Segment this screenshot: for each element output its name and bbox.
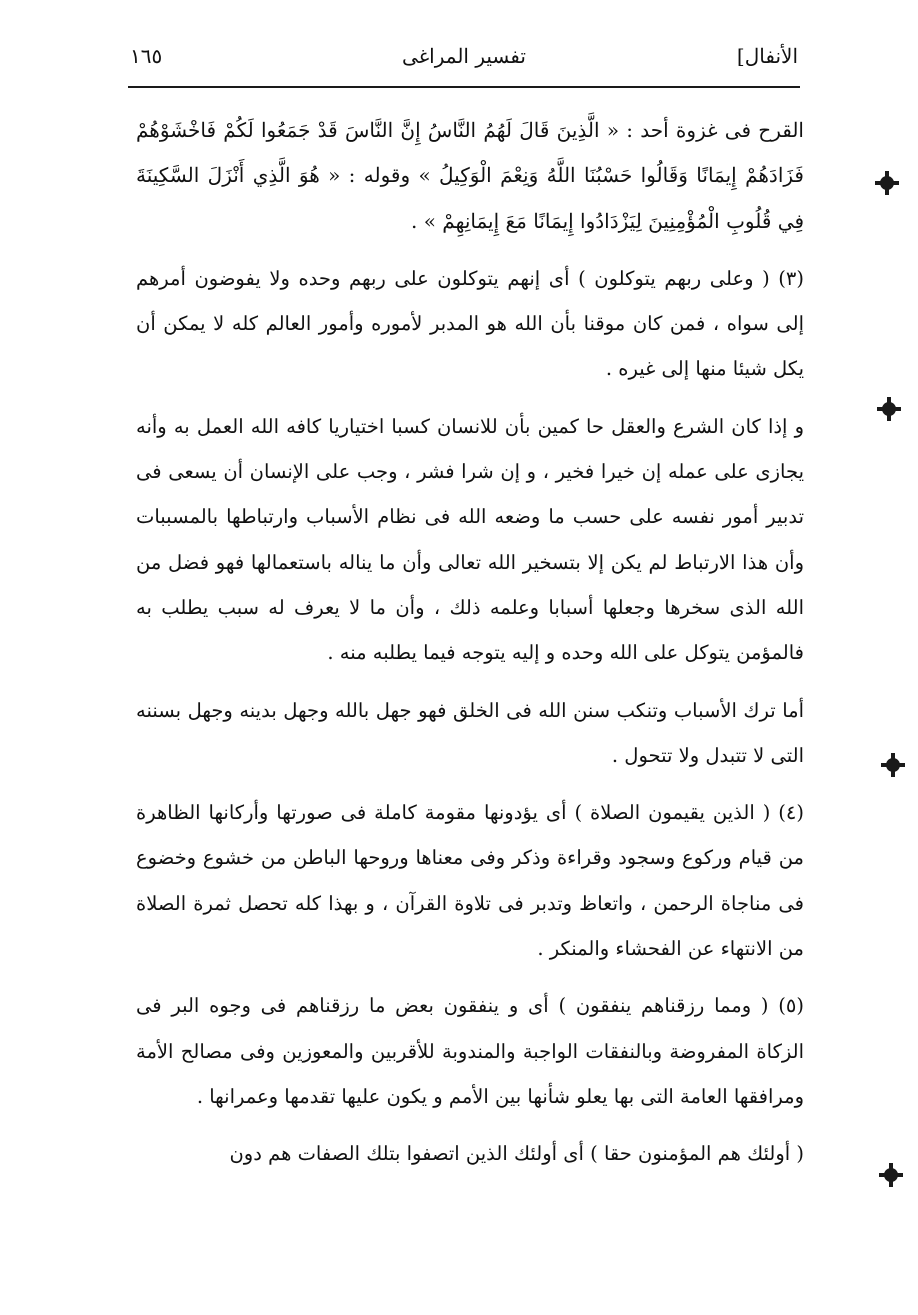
paragraph-sharia-reason: و إذا كان الشرع والعقل حا كمين بأن للانسان كسبا اختياريا كافه الله العمل به وأنه يجازى على عمله إن خيرا فخير ، و إن شرا فشر ، وجب على الإنسان أن يسعى فى تدبير أمور نفسه على حسب ما وضعه الله فى نظام الأسباب وارتباطها بالمسببات وأن هذا الارتباط لم يكن إلا بتسخير الله تعالى وأن ما يناله باستعمالها فهو فضل من الله الذى سخرها وجعلها أسبابا وعلمه ذلك ، وأن ما لا يعرف له سبب يطلب به فالمؤمن يتوكل على الله وحده و إليه يتوجه فيما يطلبه منه . bbox=[136, 414, 804, 665]
sura-name: الأنفال] bbox=[736, 44, 798, 68]
book-title: تفسير المراغى bbox=[402, 44, 526, 68]
page-body bbox=[136, 108, 804, 1189]
margin-marker-icon bbox=[884, 1168, 898, 1182]
header-divider bbox=[128, 86, 800, 88]
paragraph-quran-quotes: القرح فى غزوة أحد : « الَّذِينَ قَالَ لَهُمُ النَّاسُ إِنَّ النَّاسَ قَدْ جَمَعُوا لَكُمْ فَاخْشَوْهُمْ فَزَادَهُمْ إِيمَانًا وَقَالُوا حَسْبُنَا اللَّهُ وَنِعْمَ الْوَكِيلُ » وقوله : « هُوَ الَّذِي أَنْزَلَ السَّكِينَةَ فِي قُلُوبِ الْمُؤْمِنِينَ لِيَزْدَادُوا إِيمَانًا مَعَ إِيمَانِهِمْ » . bbox=[136, 118, 804, 233]
paragraph-verse-3: (٣) ( وعلى ربهم يتوكلون ) أى إنهم يتوكلون على ربهم وحده ولا يفوضون أمرهم إلى سواه ، فمن كان موقنا بأن الله هو المدبر لأموره وأمور العالم كله لا يمكن أن يكل شيئا منها إلى غيره . bbox=[136, 266, 804, 381]
margin-marker-icon bbox=[882, 402, 896, 416]
paragraph-verse-4: (٤) ( الذين يقيمون الصلاة ) أى يؤدونها مقومة كاملة فى صورتها وأركانها الظاهرة من قيام وركوع وسجود وقراءة وذكر وفى معناها وروحها الباطن من خشوع وخضوع فى مناجاة الرحمن ، واتعاظ وتدبر فى تلاوة القرآن ، و بهذا كله تحصل ثمرة الصلاة من الانتهاء عن الفحشاء والمنكر . bbox=[136, 801, 804, 961]
paragraph-true-believers: ( أولئك هم المؤمنون حقا ) أى أولئك الذين اتصفوا بتلك الصفات هم دون bbox=[229, 1142, 804, 1166]
margin-marker-icon bbox=[886, 758, 900, 772]
paragraph-verse-5: (٥) ( ومما رزقناهم ينفقون ) أى و ينفقون بعض ما رزقناهم فى وجوه البر فى الزكاة المفروضة وبالنفقات الواجبة والمندوبة للأقربين والمعوزين وفى مصالح الأمة ومرافقها العامة التى بها يعلو شأنها بين الأمم و يكون عليها تقدمها وعمرانها . bbox=[136, 994, 804, 1108]
page-number: ١٦٥ bbox=[130, 44, 163, 68]
margin-marker-icon bbox=[880, 176, 894, 190]
paragraph-abandoning-causes: أما ترك الأسباب وتنكب سنن الله فى الخلق فهو جهل بالله وجهل بدينه وجهل بسننه التى لا تتبدل ولا تتحول . bbox=[136, 698, 804, 767]
page-header bbox=[130, 40, 798, 80]
